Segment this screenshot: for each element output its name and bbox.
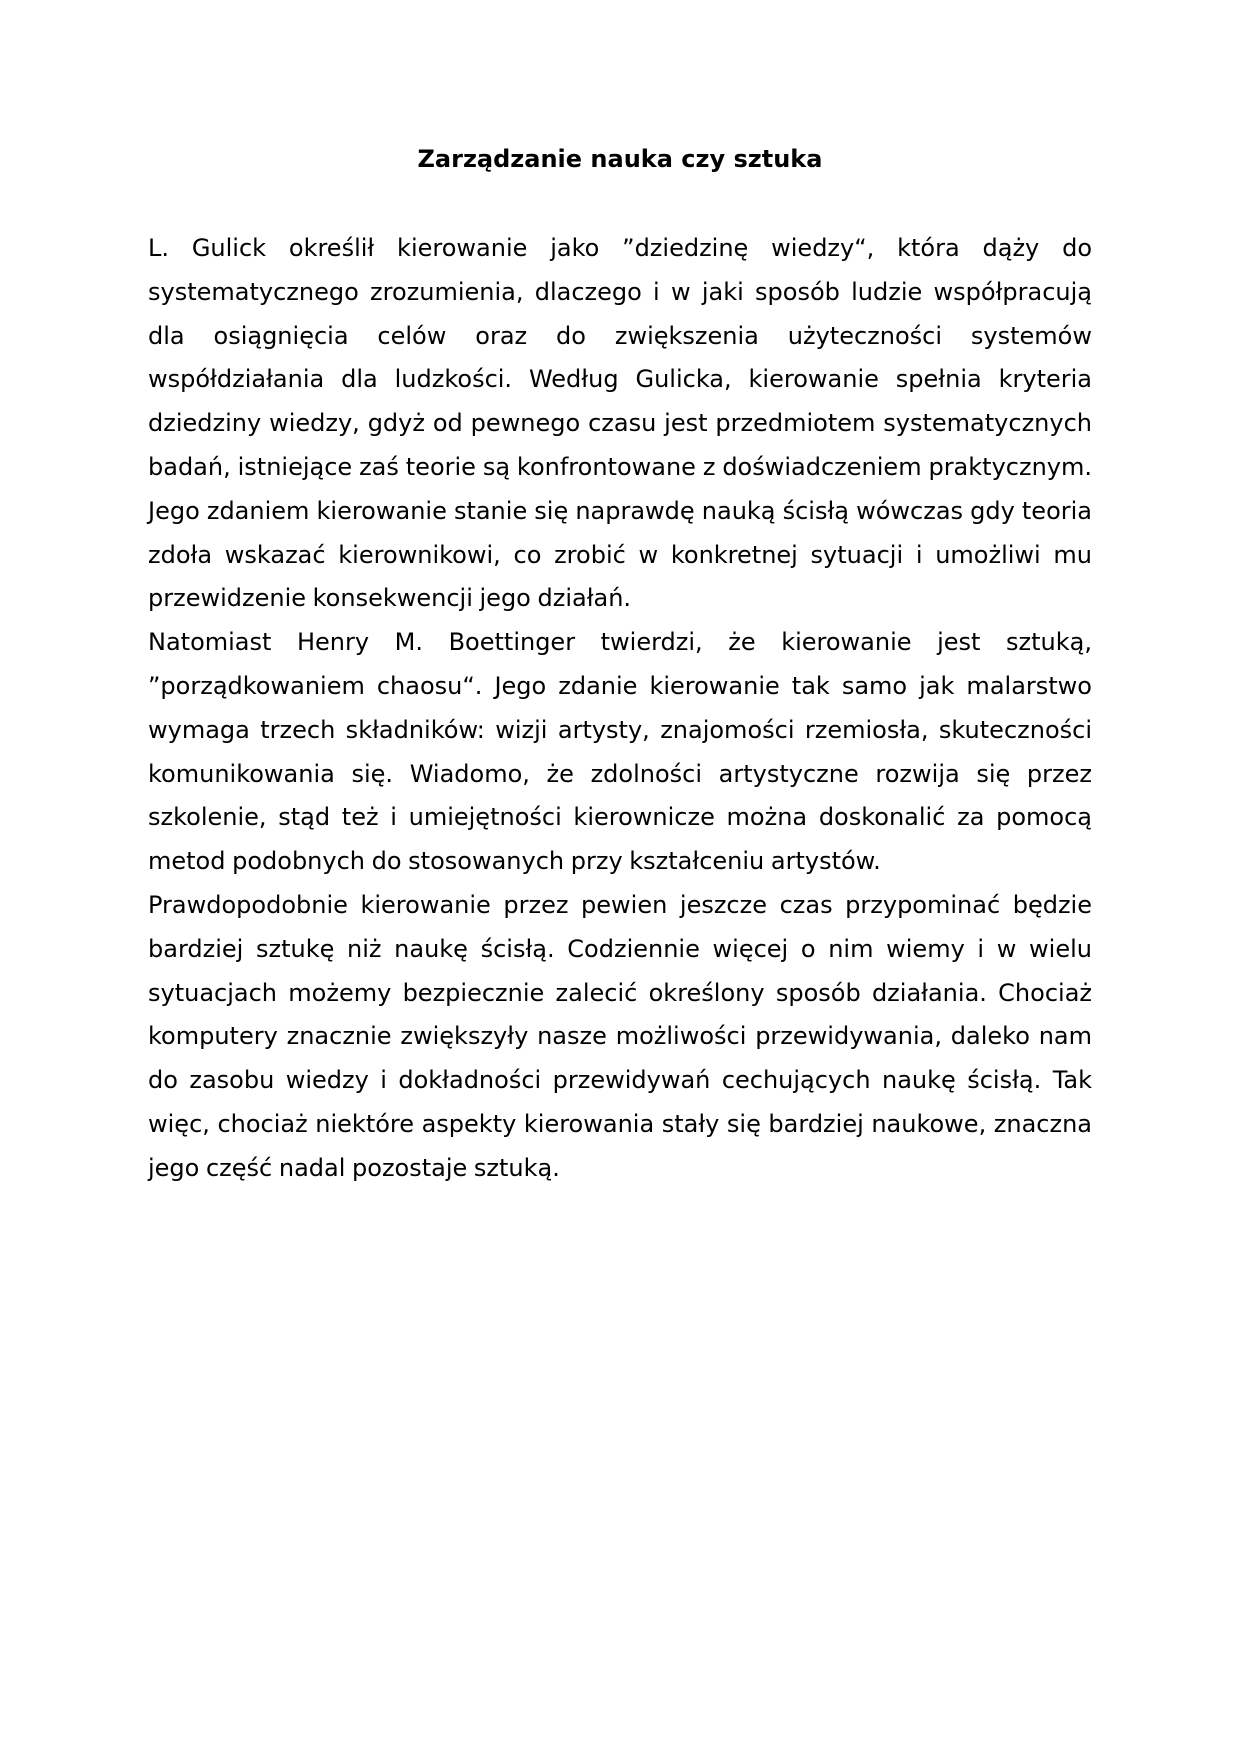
paragraph-conclusion: Prawdopodobnie kierowanie przez pewien jeszcze czas przypominać będzie bardziej sztukę niż naukę ścisłą. Codziennie więcej o nim wiemy i w wielu sytuacjach możemy bezpiecznie zalecić określony sposób działania. Chociaż komputery znacznie zwiększyły nasze możliwości przewidywania, daleko nam do zasobu wiedzy i dokładności przewidywań cechujących naukę ścisłą. Tak więc, chociaż niektóre aspekty kierowania stały się bardziej naukowe, znaczna jego część nadal pozostaje sztuką. <box>148 890 1092 1182</box>
document-title: Zarządzanie nauka czy sztuka <box>417 145 823 173</box>
document-body <box>148 227 1092 1191</box>
paragraph-gulick: L. Gulick określił kierowanie jako ”dziedzinę wiedzy“, która dąży do systematycznego zrozumienia, dlaczego i w jaki sposób ludzie współpracują dla osiągnięcia celów oraz do zwiększenia użyteczności systemów współdziałania dla ludzkości. Według Gulicka, kierowanie spełnia kryteria dziedziny wiedzy, gdyż od pewnego czasu jest przedmiotem systematycznych badań, istniejące zaś teorie są konfrontowane z doświadczeniem praktycznym. Jego zdaniem kierowanie stanie się naprawdę nauką ścisłą wówczas gdy teoria zdoła wskazać kierownikowi, co zrobić w konkretnej sytuacji i umożliwi mu przewidzenie konsekwencji jego działań. <box>148 234 1092 613</box>
paragraph-boettinger: Natomiast Henry M. Boettinger twierdzi, że kierowanie jest sztuką, ”porządkowaniem chaosu“. Jego zdanie kierowanie tak samo jak malarstwo wymaga trzech składników: wizji artysty, znajomości rzemiosła, skuteczności komunikowania się. Wiadomo, że zdolności artystyczne rozwija się przez szkolenie, stąd też i umiejętności kierownicze można doskonalić za pomocą metod podobnych do stosowanych przy kształceniu artystów. <box>148 628 1092 876</box>
